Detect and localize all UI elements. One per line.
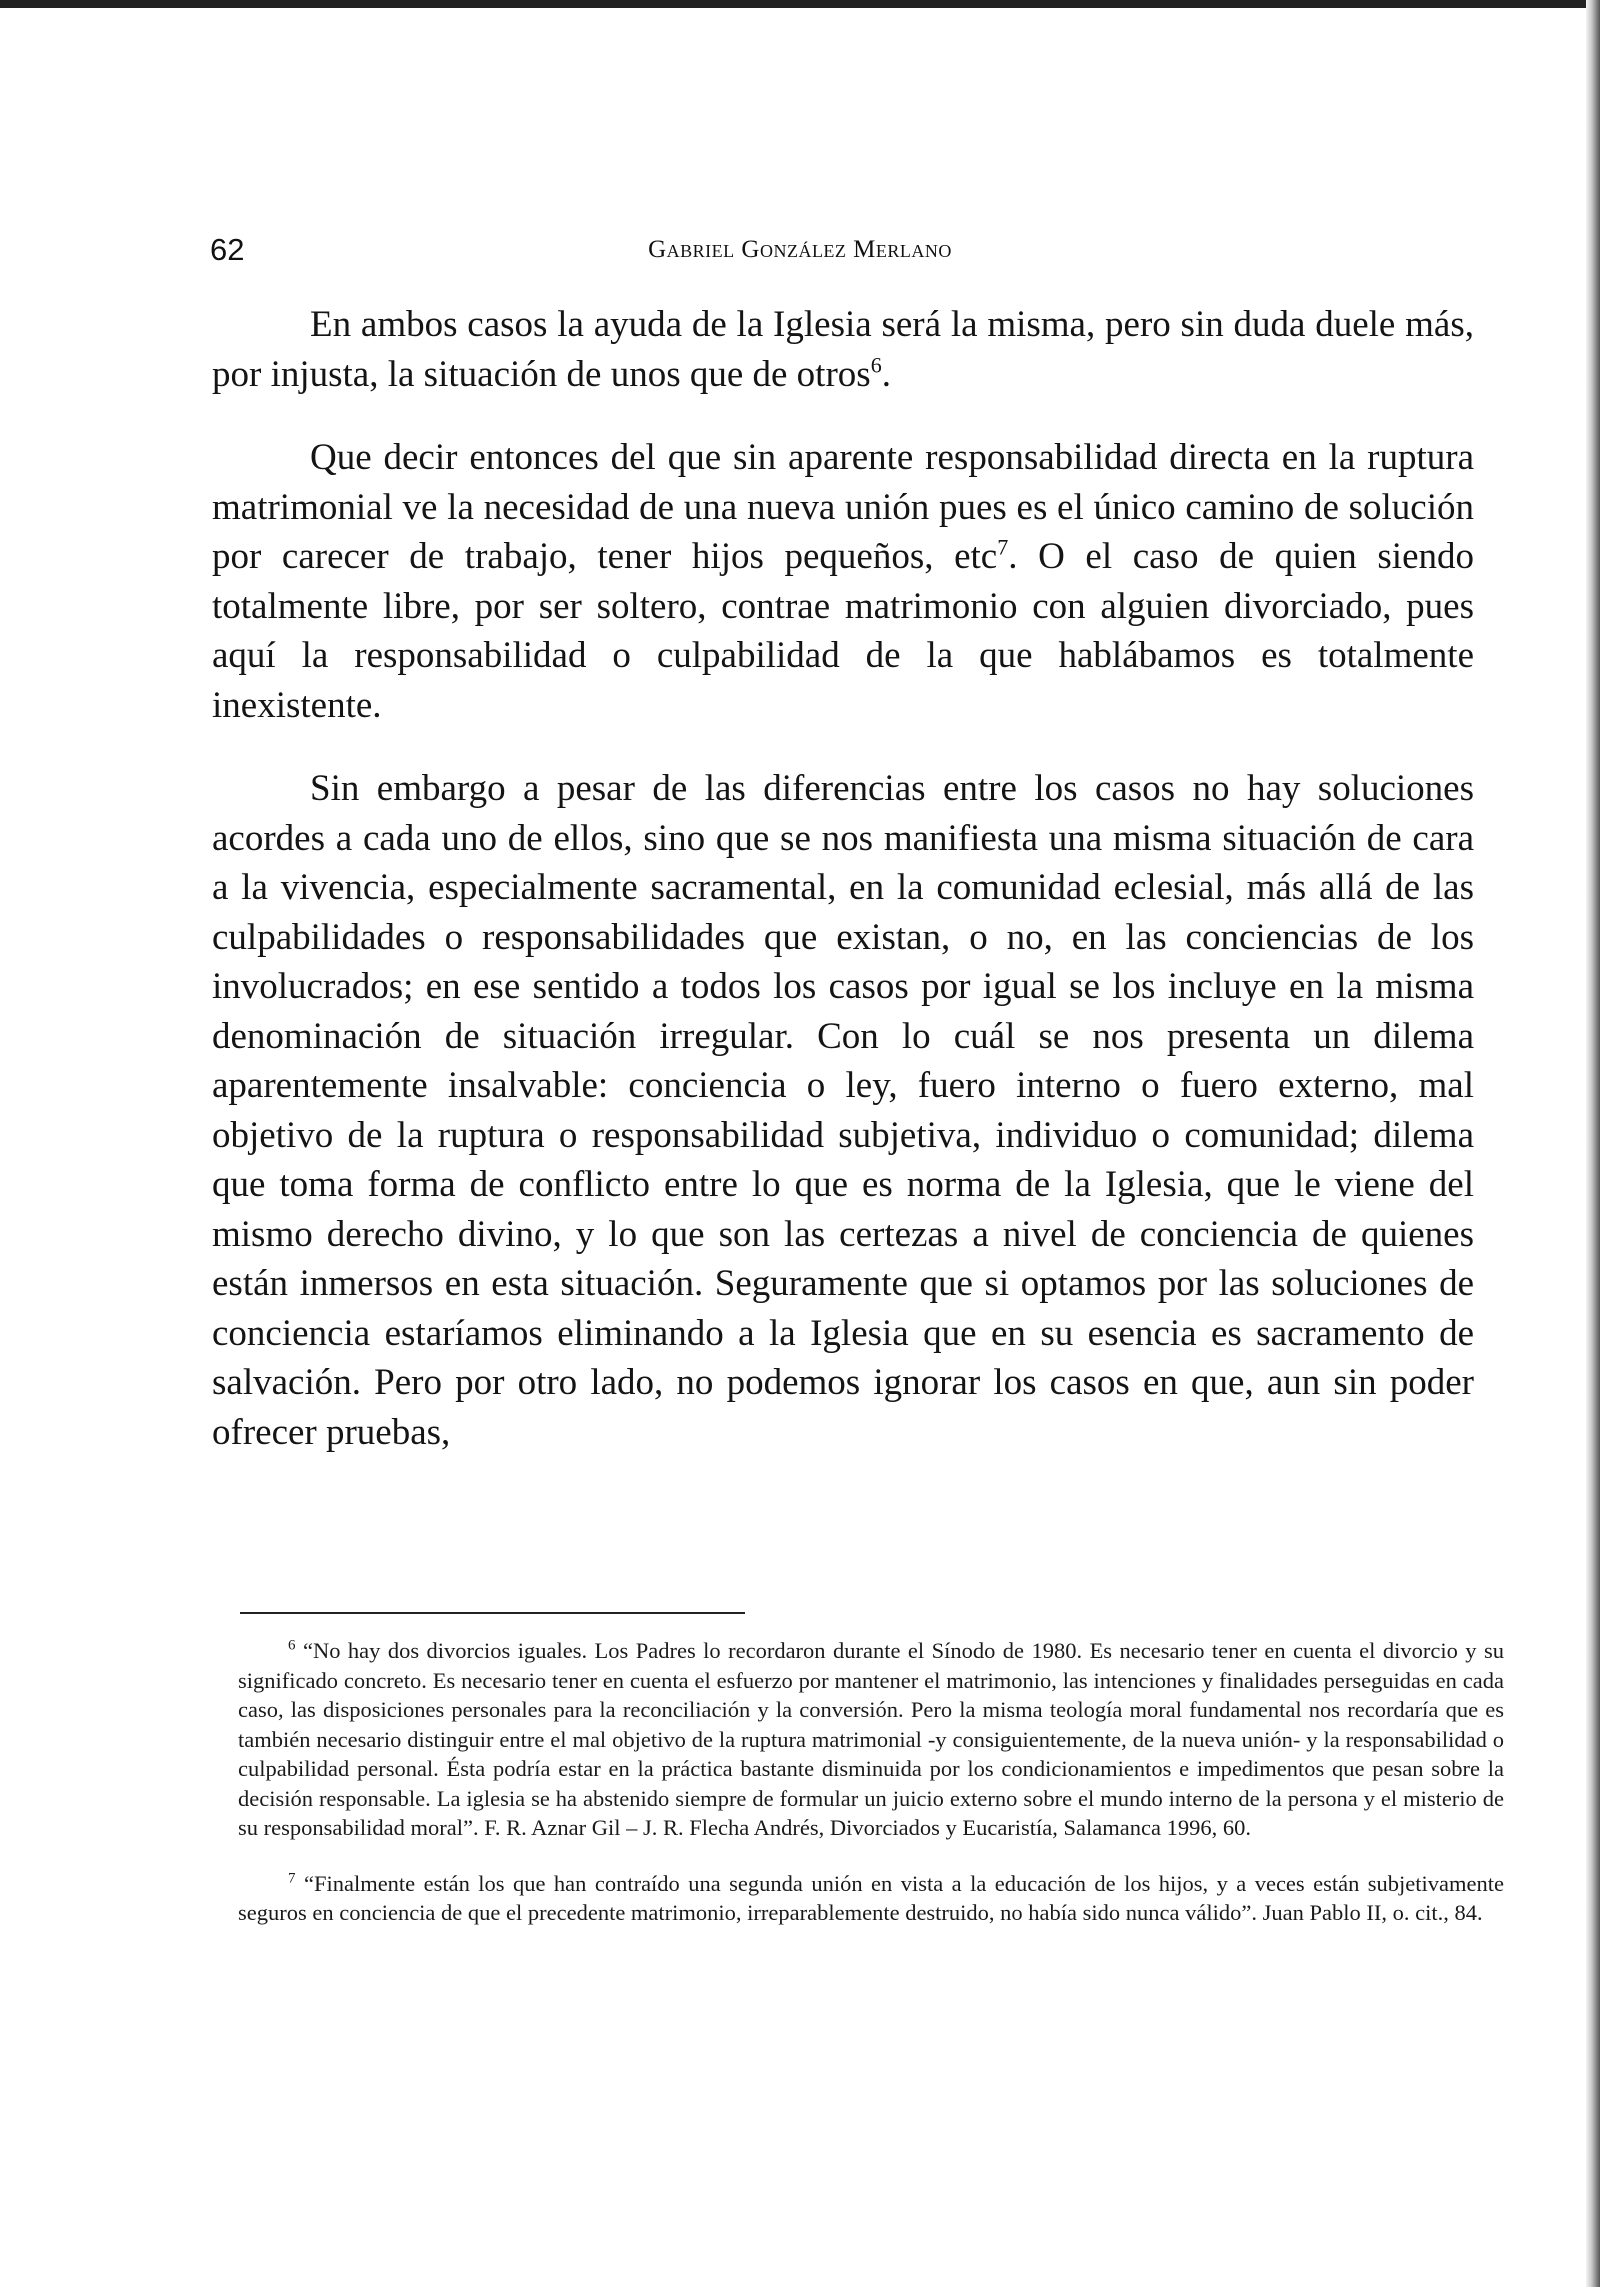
- footnote-marker: 7: [288, 1870, 296, 1886]
- footnote-text: “Finalmente están los que han contraído una segunda unión en vista a la educación de los hijos, y a veces están subjetivamente seguros en conciencia de que el precedente matrimonio, irreparablemente destruido, no había sido nunca válido”. Juan Pablo II, o. cit., 84.: [238, 1870, 1504, 1925]
- paragraph-2: [212, 433, 1474, 730]
- footnote-7: [238, 1869, 1504, 1928]
- footnotes: [238, 1636, 1504, 1954]
- paragraph-text-tail: . O el caso de quien siendo totalmente libre, por ser soltero, contrae matrimonio con alguien divorciado, pues aquí la responsabilidad o culpabilidad de la que hablábamos es totalmente inexistente.: [212, 536, 1474, 726]
- top-scan-border: [0, 0, 1600, 8]
- page-header: [210, 232, 1390, 276]
- footnote-marker: 6: [288, 1637, 296, 1654]
- body-text: [212, 300, 1474, 1491]
- paragraph-1: [212, 300, 1474, 399]
- running-head-author: Gabriel González Merlano: [648, 236, 952, 263]
- footnote-6: [238, 1636, 1504, 1843]
- footnote-separator: [240, 1612, 745, 1614]
- paragraph-text-tail: .: [881, 353, 891, 395]
- paragraph-3: [212, 764, 1474, 1457]
- footnote-ref-7[interactable]: 7: [997, 534, 1009, 560]
- page-edge-shadow: [1586, 0, 1600, 2287]
- footnote-ref-6[interactable]: 6: [870, 352, 882, 378]
- page-number: 62: [210, 232, 245, 267]
- paragraph-text: Sin embargo a pesar de las diferencias entre los casos no hay soluciones acordes a cada uno de ellos, sino que se nos manifiesta una misma situación de cara a la vivencia, especialmente sacramental, en la comunidad eclesial, más allá de las culpabilidades o responsabilidades que existan, o no, en las conciencias de los involucrados; en ese sentido a todos los casos por igual se los incluye en la misma denominación de situación irregular. Con lo cuál se nos presenta un dilema aparentemente insalvable: conciencia o ley, fuero interno o fuero externo, mal objetivo de la ruptura o responsabilidad subjetiva, individuo o comunidad; dilema que toma forma de conflicto entre lo que es norma de la Iglesia, que le viene del mismo derecho divino, y lo que son las certezas a nivel de conciencia de quienes están inmersos en esta situación. Seguramente que si optamos por las soluciones de conciencia estaríamos eliminando a la Iglesia que en su esencia es sacramento de salvación. Pero por otro lado, no podemos ignorar los casos en que, aun sin poder ofrecer pruebas,: [212, 768, 1474, 1453]
- footnote-text: “No hay dos divorcios iguales. Los Padres lo recordaron durante el Sínodo de 1980. Es necesario tener en cuenta el divorcio y su significado concreto. Es necesario tener en cuenta el esfuerzo por mantener el matrimonio, las intenciones y finalidades perseguidas en cada caso, las disposiciones personales para la reconciliación y la conversión. Pero la misma teología moral fundamental nos recordaría que es también necesario distinguir entre el mal objetivo de la ruptura matrimonial -y consiguientemente, de la nueva unión- y la responsabilidad o culpabilidad personal. Ésta podría estar en la práctica bastante disminuida por los condicionamientos e impedimentos que pesan sobre la decisión responsable. La iglesia se ha abstenido siempre de formular un juicio externo sobre el mundo interno de la persona y el misterio de su responsabilidad moral”. F. R. Aznar Gil – J. R. Flecha Andrés, Divorciados y Eucaristía, Salamanca 1996, 60.: [238, 1638, 1504, 1840]
- paragraph-text: En ambos casos la ayuda de la Iglesia será la misma, pero sin duda duele más, por injusta, la situación de unos que de otros: [212, 304, 1474, 395]
- paragraph-text: Que decir entonces del que sin aparente responsabilidad directa en la ruptura matrimonial ve la necesidad de una nueva unión pues es el único camino de solución por carecer de trabajo, tener hijos pequeños, etc: [212, 437, 1474, 577]
